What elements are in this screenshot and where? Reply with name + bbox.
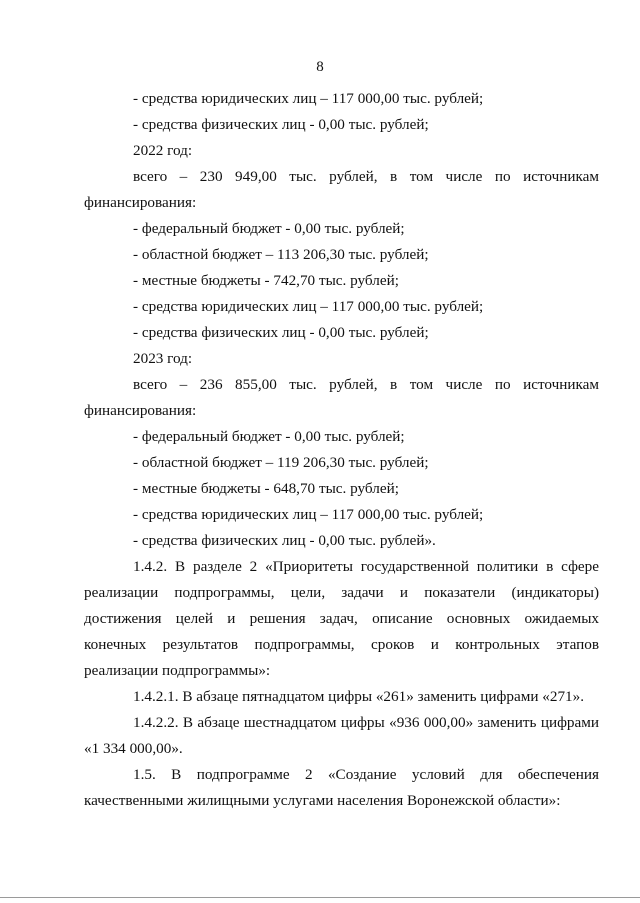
text-line-federal-2023: - федеральный бюджет - 0,00 тыс. рублей;	[133, 428, 405, 445]
paragraph-1-4-2-2-line-2: «1 334 000,00».	[84, 740, 183, 757]
paragraph-1-4-2-line-1: 1.4.2. В разделе 2 «Приоритеты государственной политики в сфере	[133, 558, 599, 575]
paragraph-1-4-2-line-2: реализации подпрограммы, цели, задачи и показатели (индикаторы)	[84, 584, 599, 601]
text-line-financing-2022: финансирования:	[84, 194, 197, 211]
text-line-total-2023: всего – 236 855,00 тыс. рублей, в том числе по источникам	[133, 376, 599, 393]
text-line-total-2022: всего – 230 949,00 тыс. рублей, в том числе по источникам	[133, 168, 599, 185]
text-line-legal-entities-2023: - средства юридических лиц – 117 000,00 тыс. рублей;	[133, 506, 484, 523]
paragraph-1-5-line-2: качественными жилищными услугами населения Воронежской области»:	[84, 792, 561, 809]
paragraph-1-4-2-2-line-1: 1.4.2.2. В абзаце шестнадцатом цифры «936 000,00» заменить цифрами	[133, 714, 599, 731]
text-line-individuals-2021: - средства физических лиц - 0,00 тыс. рублей;	[133, 116, 429, 133]
text-line-regional-2023: - областной бюджет – 119 206,30 тыс. рублей;	[133, 454, 429, 471]
page-number: 8	[316, 59, 324, 75]
text-line-financing-2023: финансирования:	[84, 402, 197, 419]
page-bottom-rule	[0, 897, 640, 898]
text-line-federal-2022: - федеральный бюджет - 0,00 тыс. рублей;	[133, 220, 405, 237]
paragraph-1-4-2-line-4: конечных результатов подпрограммы, сроков и контрольных этапов	[84, 636, 599, 653]
text-line-individuals-2022: - средства физических лиц - 0,00 тыс. рублей;	[133, 324, 429, 341]
paragraph-1-4-2-1: 1.4.2.1. В абзаце пятнадцатом цифры «261» заменить цифрами «271».	[133, 688, 585, 705]
text-line-regional-2022: - областной бюджет – 113 206,30 тыс. рублей;	[133, 246, 429, 263]
paragraph-1-5-line-1: 1.5. В подпрограмме 2 «Создание условий для обеспечения	[133, 766, 599, 783]
text-line-individuals-2023: - средства физических лиц - 0,00 тыс. рублей».	[133, 532, 436, 549]
paragraph-1-4-2-line-3: достижения целей и решения задач, описание основных ожидаемых	[84, 610, 599, 627]
text-line-local-2022: - местные бюджеты - 742,70 тыс. рублей;	[133, 272, 399, 289]
text-line-year-2022: 2022 год:	[133, 142, 193, 159]
paragraph-1-4-2-line-5: реализации подпрограммы»:	[84, 662, 271, 679]
text-line-legal-entities-2021: - средства юридических лиц – 117 000,00 тыс. рублей;	[133, 90, 484, 107]
text-line-legal-entities-2022: - средства юридических лиц – 117 000,00 тыс. рублей;	[133, 298, 484, 315]
text-line-local-2023: - местные бюджеты - 648,70 тыс. рублей;	[133, 480, 399, 497]
text-line-year-2023: 2023 год:	[133, 350, 193, 367]
